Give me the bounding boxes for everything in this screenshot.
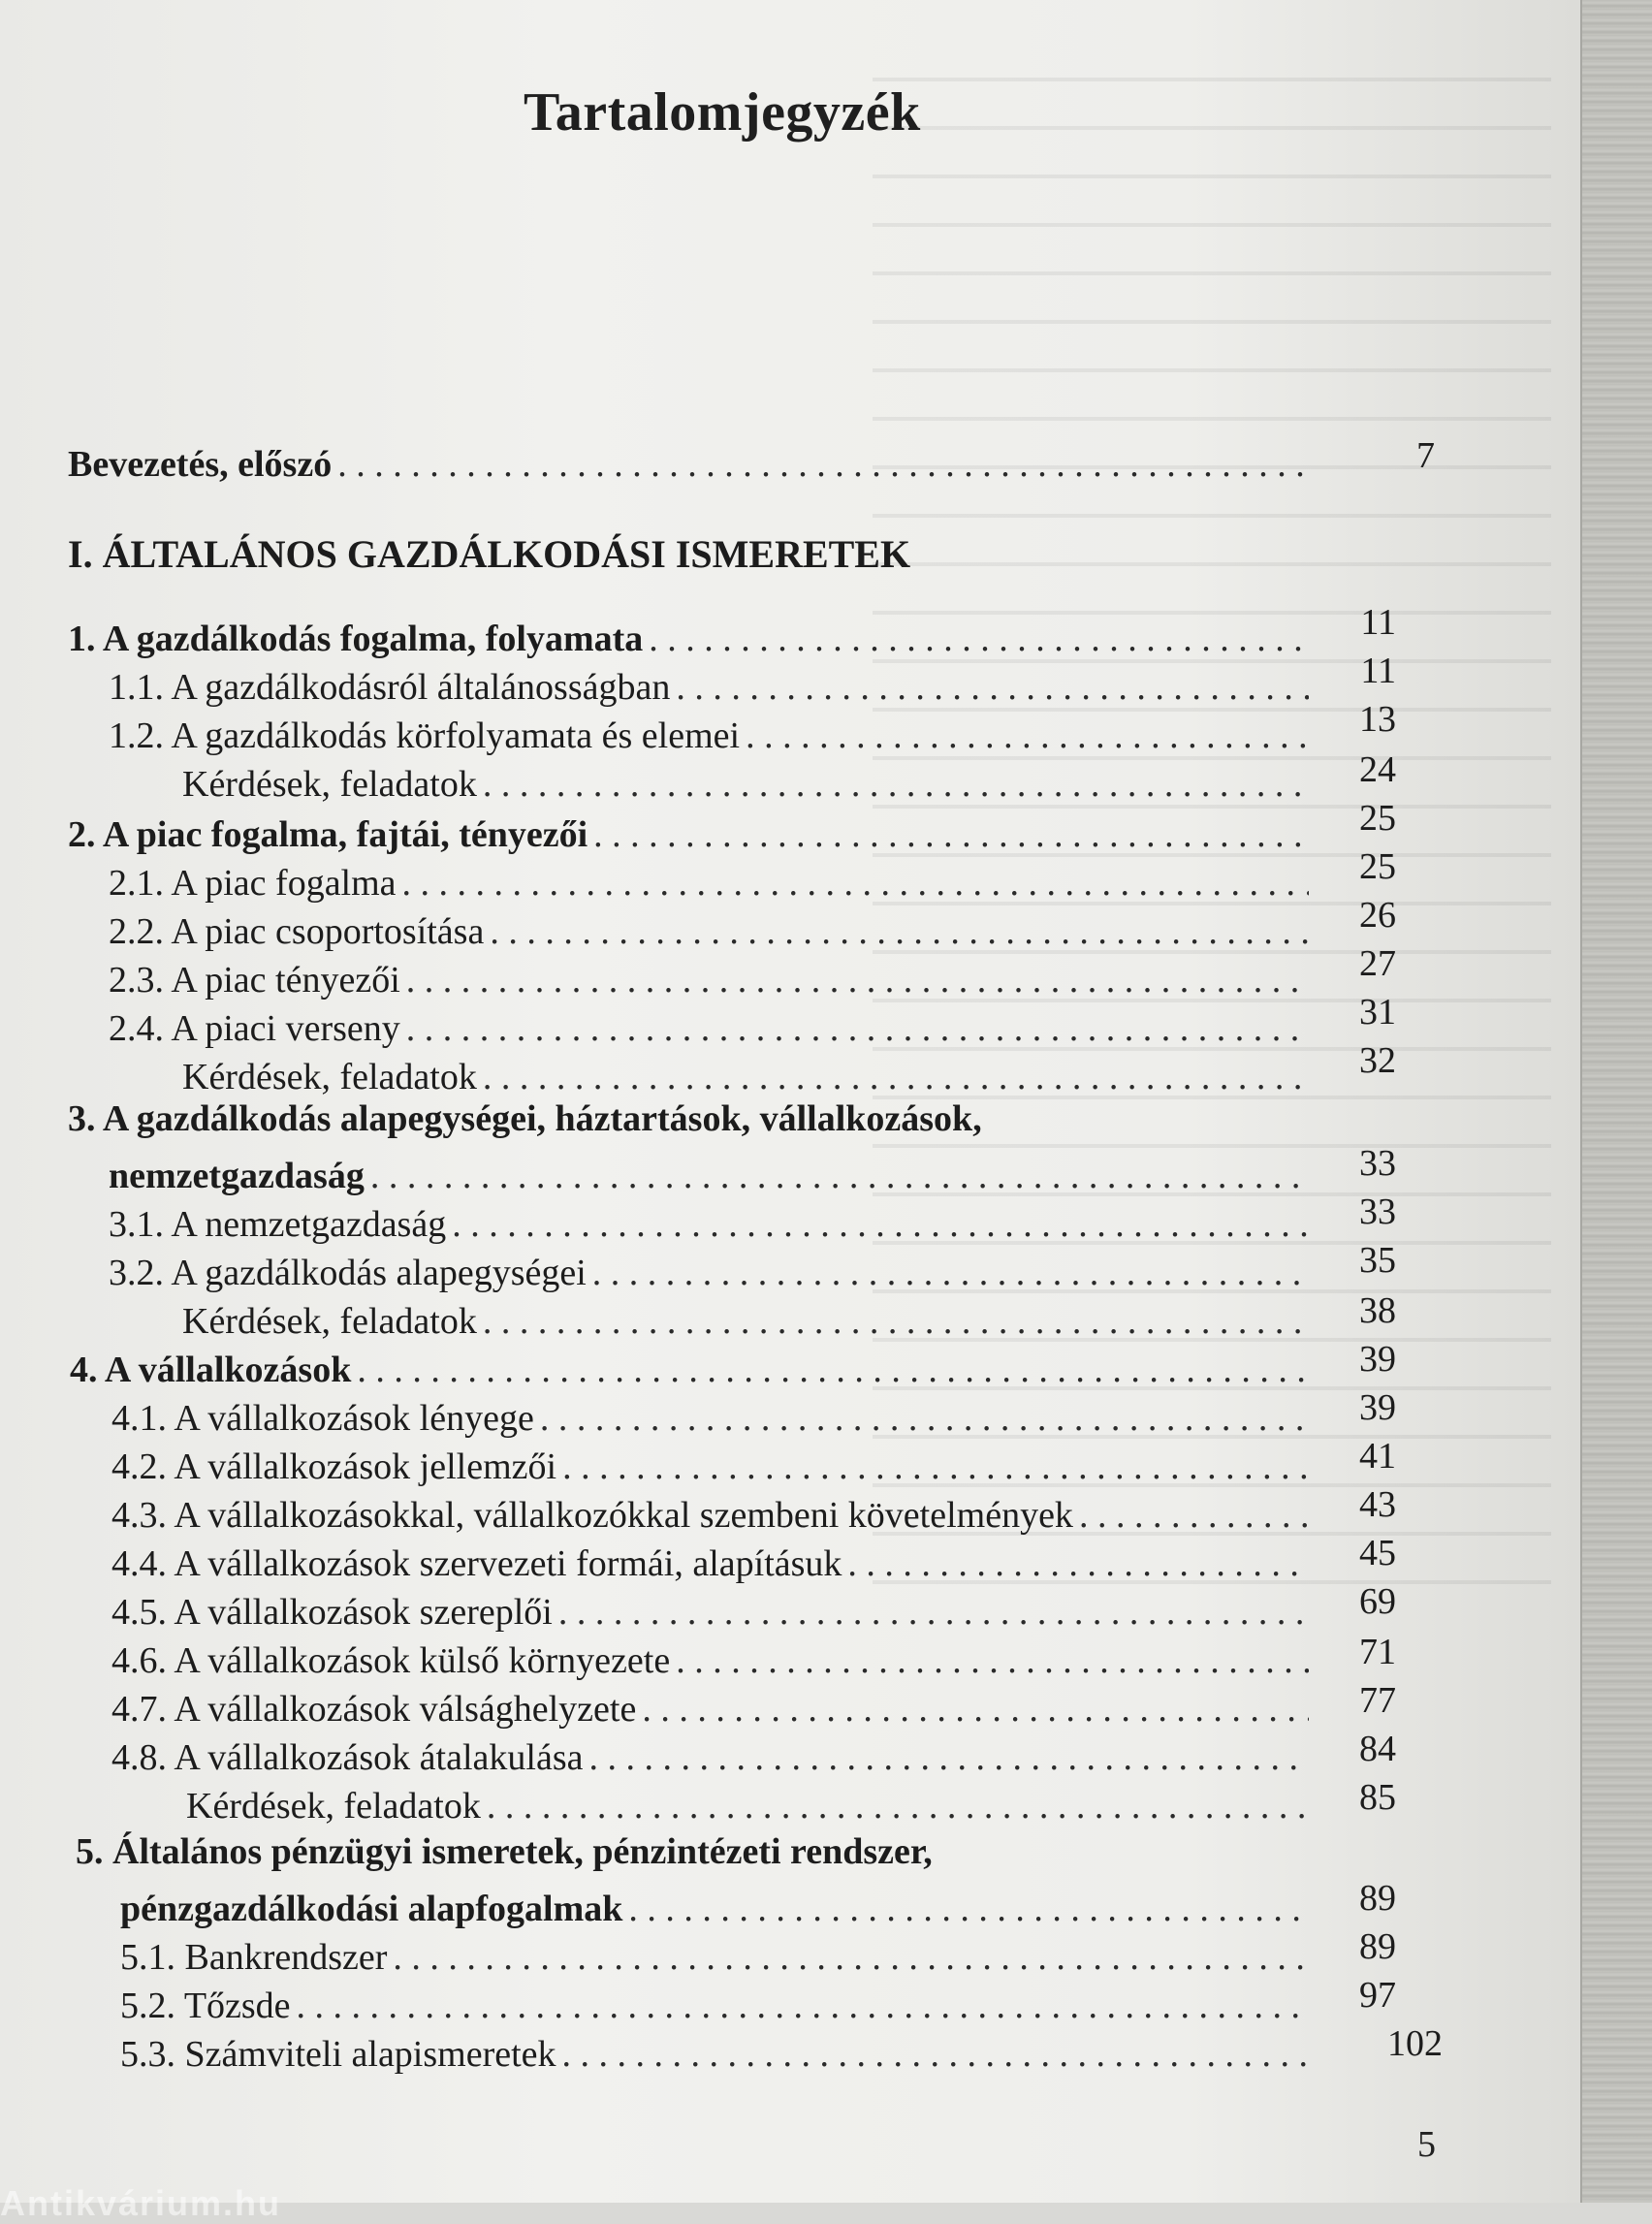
watermark: Antikvárium.hu [0,2183,282,2223]
toc-entry-label: 4.3. A vállalkozásokkal, vállalkozókkal szembeni követelmények [111,1495,1073,1536]
page-title: Tartalomjegyzék [524,82,921,143]
toc-entry-label: 5.3. Számviteli alapismeretek [120,2034,556,2075]
toc-entry-page: 11 [1360,602,1396,643]
toc-entry [111,1388,1318,1437]
toc-entry-label: 4.6. A vállalkozások külső környezete [111,1640,671,1681]
dot-leader [558,1594,1309,1631]
toc-chapter [68,805,1318,853]
toc-entry-page: 84 [1359,1729,1396,1769]
toc-chapter [70,1340,1318,1388]
toc-entry-page: 26 [1359,895,1396,936]
toc-entry-label: 4.1. A vállalkozások lényege [111,1398,534,1439]
toc-entry-label: 4.2. A vállalkozások jellemzői [111,1446,557,1487]
toc-entry-page: 13 [1359,699,1396,740]
toc-entry-label: 4. A vállalkozások [70,1350,352,1390]
dot-leader [337,446,1309,483]
toc-entry [111,1485,1318,1534]
toc-entry-label: pénzgazdálkodási alapfogalmak [120,1889,623,1929]
toc-entry-page: 97 [1359,1975,1396,2016]
toc-entry [109,902,1318,950]
toc-entry [109,950,1318,999]
dot-leader [676,1642,1309,1679]
page-number: 5 [1417,2124,1436,2165]
toc-entry [109,853,1318,902]
dot-leader [406,962,1309,999]
toc-chapter-continuation [120,1879,1318,1927]
toc-entry-label: 2.3. A piac tényezői [109,960,400,1001]
toc-entry-page: 45 [1359,1533,1396,1573]
toc-entry-page: 69 [1359,1581,1396,1622]
toc-entry-page: 25 [1359,798,1396,839]
dot-leader [642,1691,1309,1728]
dot-leader [483,1303,1309,1340]
toc-entry-label: 5.2. Tőzsde [120,1986,291,2026]
toc-entry-page: 32 [1359,1040,1396,1081]
toc-chapter-line: 5. Általános pénzügyi ismeretek, pénzintézeti rendszer, [76,1831,933,1872]
dot-leader [593,816,1309,853]
dot-leader [588,1739,1309,1776]
toc-entry [109,657,1318,706]
toc-entry [109,706,1318,754]
toc-entry [111,1534,1318,1582]
toc-entry-page: 31 [1359,992,1396,1033]
toc-entry [111,1582,1318,1631]
toc-entry [111,1728,1318,1776]
toc-entry-label: 2.4. A piaci verseny [109,1008,400,1049]
dot-leader [649,620,1309,657]
toc-entry-label: Kérdések, feladatok [186,1786,481,1827]
dot-leader [847,1545,1309,1582]
part-heading: I. ÁLTALÁNOS GAZDÁLKODÁSI ISMERETEK [68,532,911,576]
dot-leader [628,1890,1309,1927]
toc-entry-page: 7 [1416,435,1435,476]
toc-entry-label: 1.1. A gazdálkodásról általánosságban [109,667,671,708]
toc-entry-label: nemzetgazdaság [109,1156,365,1196]
toc-entry [111,1631,1318,1679]
toc-entry-label: Bevezetés, előszó [68,444,333,485]
dot-leader [357,1351,1309,1388]
toc-entry-label: 4.7. A vállalkozások válsághelyzete [111,1689,637,1730]
dot-leader [402,865,1309,902]
toc-entry-page: 85 [1359,1777,1396,1818]
toc-entry-page: 39 [1359,1339,1396,1380]
dot-leader [406,1010,1309,1047]
toc-entry-page: 77 [1359,1680,1396,1721]
toc-entry-label: 1. A gazdálkodás fogalma, folyamata [68,619,644,659]
toc-entry-label: Kérdések, feladatok [182,1057,477,1097]
toc-entry [109,999,1318,1047]
dot-leader [562,1448,1309,1485]
dot-leader [490,913,1309,950]
toc-entry-label: 2. A piac fogalma, fajtái, tényezői [68,814,588,855]
toc-entry-label: 4.5. A vállalkozások szereplői [111,1592,553,1633]
toc-entry-page: 24 [1359,749,1396,790]
toc-entry-page: 25 [1359,846,1396,887]
dot-leader [483,766,1309,803]
dot-leader [746,717,1309,754]
toc-entry-page: 11 [1360,651,1396,691]
dot-leader [483,1059,1309,1096]
toc-entry [111,1437,1318,1485]
toc-entry-page: 71 [1359,1632,1396,1672]
toc-entry-label: 1.2. A gazdálkodás körfolyamata és elemei [109,715,741,756]
toc-chapter-continuation [109,1146,1318,1194]
toc-entry-page: 38 [1359,1290,1396,1331]
toc-entry [109,1243,1318,1291]
toc-entry-page: 35 [1359,1240,1396,1281]
toc-entry [111,1679,1318,1728]
toc-entry [109,1194,1318,1243]
toc-entry-label: 4.8. A vállalkozások átalakulása [111,1737,584,1778]
toc-entry-label: 3.2. A gazdálkodás alapegységei [109,1253,587,1293]
dot-leader [592,1255,1309,1291]
toc-entry [182,1291,1318,1340]
dot-leader [676,669,1309,706]
toc-entry [120,1976,1318,2024]
toc-chapter-line: 3. A gazdálkodás alapegységei, háztartások, vállalkozások, [68,1098,982,1139]
toc-entry-page: 43 [1359,1484,1396,1525]
toc-entry-page: 33 [1359,1191,1396,1232]
toc-entry-page: 33 [1359,1143,1396,1184]
toc-entry-page: 27 [1359,943,1396,984]
toc-entry-label: 2.2. A piac csoportosítása [109,911,485,952]
toc-entry-label: Kérdések, feladatok [182,1301,477,1342]
toc-entry-label: 3.1. A nemzetgazdaság [109,1204,447,1245]
toc-entry [120,1927,1318,1976]
dot-leader [370,1158,1309,1194]
toc-entry-page: 102 [1387,2023,1443,2064]
toc-entry [182,1047,1318,1096]
dot-leader [540,1400,1309,1437]
dot-leader [452,1206,1309,1243]
toc-entry-page: 39 [1359,1387,1396,1428]
toc-entry [120,2024,1318,2073]
dot-leader [297,1987,1309,2024]
toc-entry-page: 89 [1359,1926,1396,1967]
dot-leader [393,1939,1309,1976]
toc-entry-label: 2.1. A piac fogalma [109,863,397,904]
toc-entry-label: 4.4. A vállalkozások szervezeti formái, alapításuk [111,1543,842,1584]
toc-entry [186,1776,1318,1825]
toc-entry-page: 41 [1359,1436,1396,1477]
toc-chapter [68,609,1318,657]
toc-entry [182,754,1318,803]
book-binding-edge [1580,0,1652,2203]
dot-leader [562,2036,1309,2073]
toc-entry-intro [68,434,1318,483]
toc-entry-label: 5.1. Bankrendszer [120,1937,388,1978]
dot-leader [487,1788,1309,1825]
dot-leader [1079,1497,1309,1534]
toc-entry-label: Kérdések, feladatok [182,764,477,805]
toc-entry-page: 89 [1359,1878,1396,1919]
